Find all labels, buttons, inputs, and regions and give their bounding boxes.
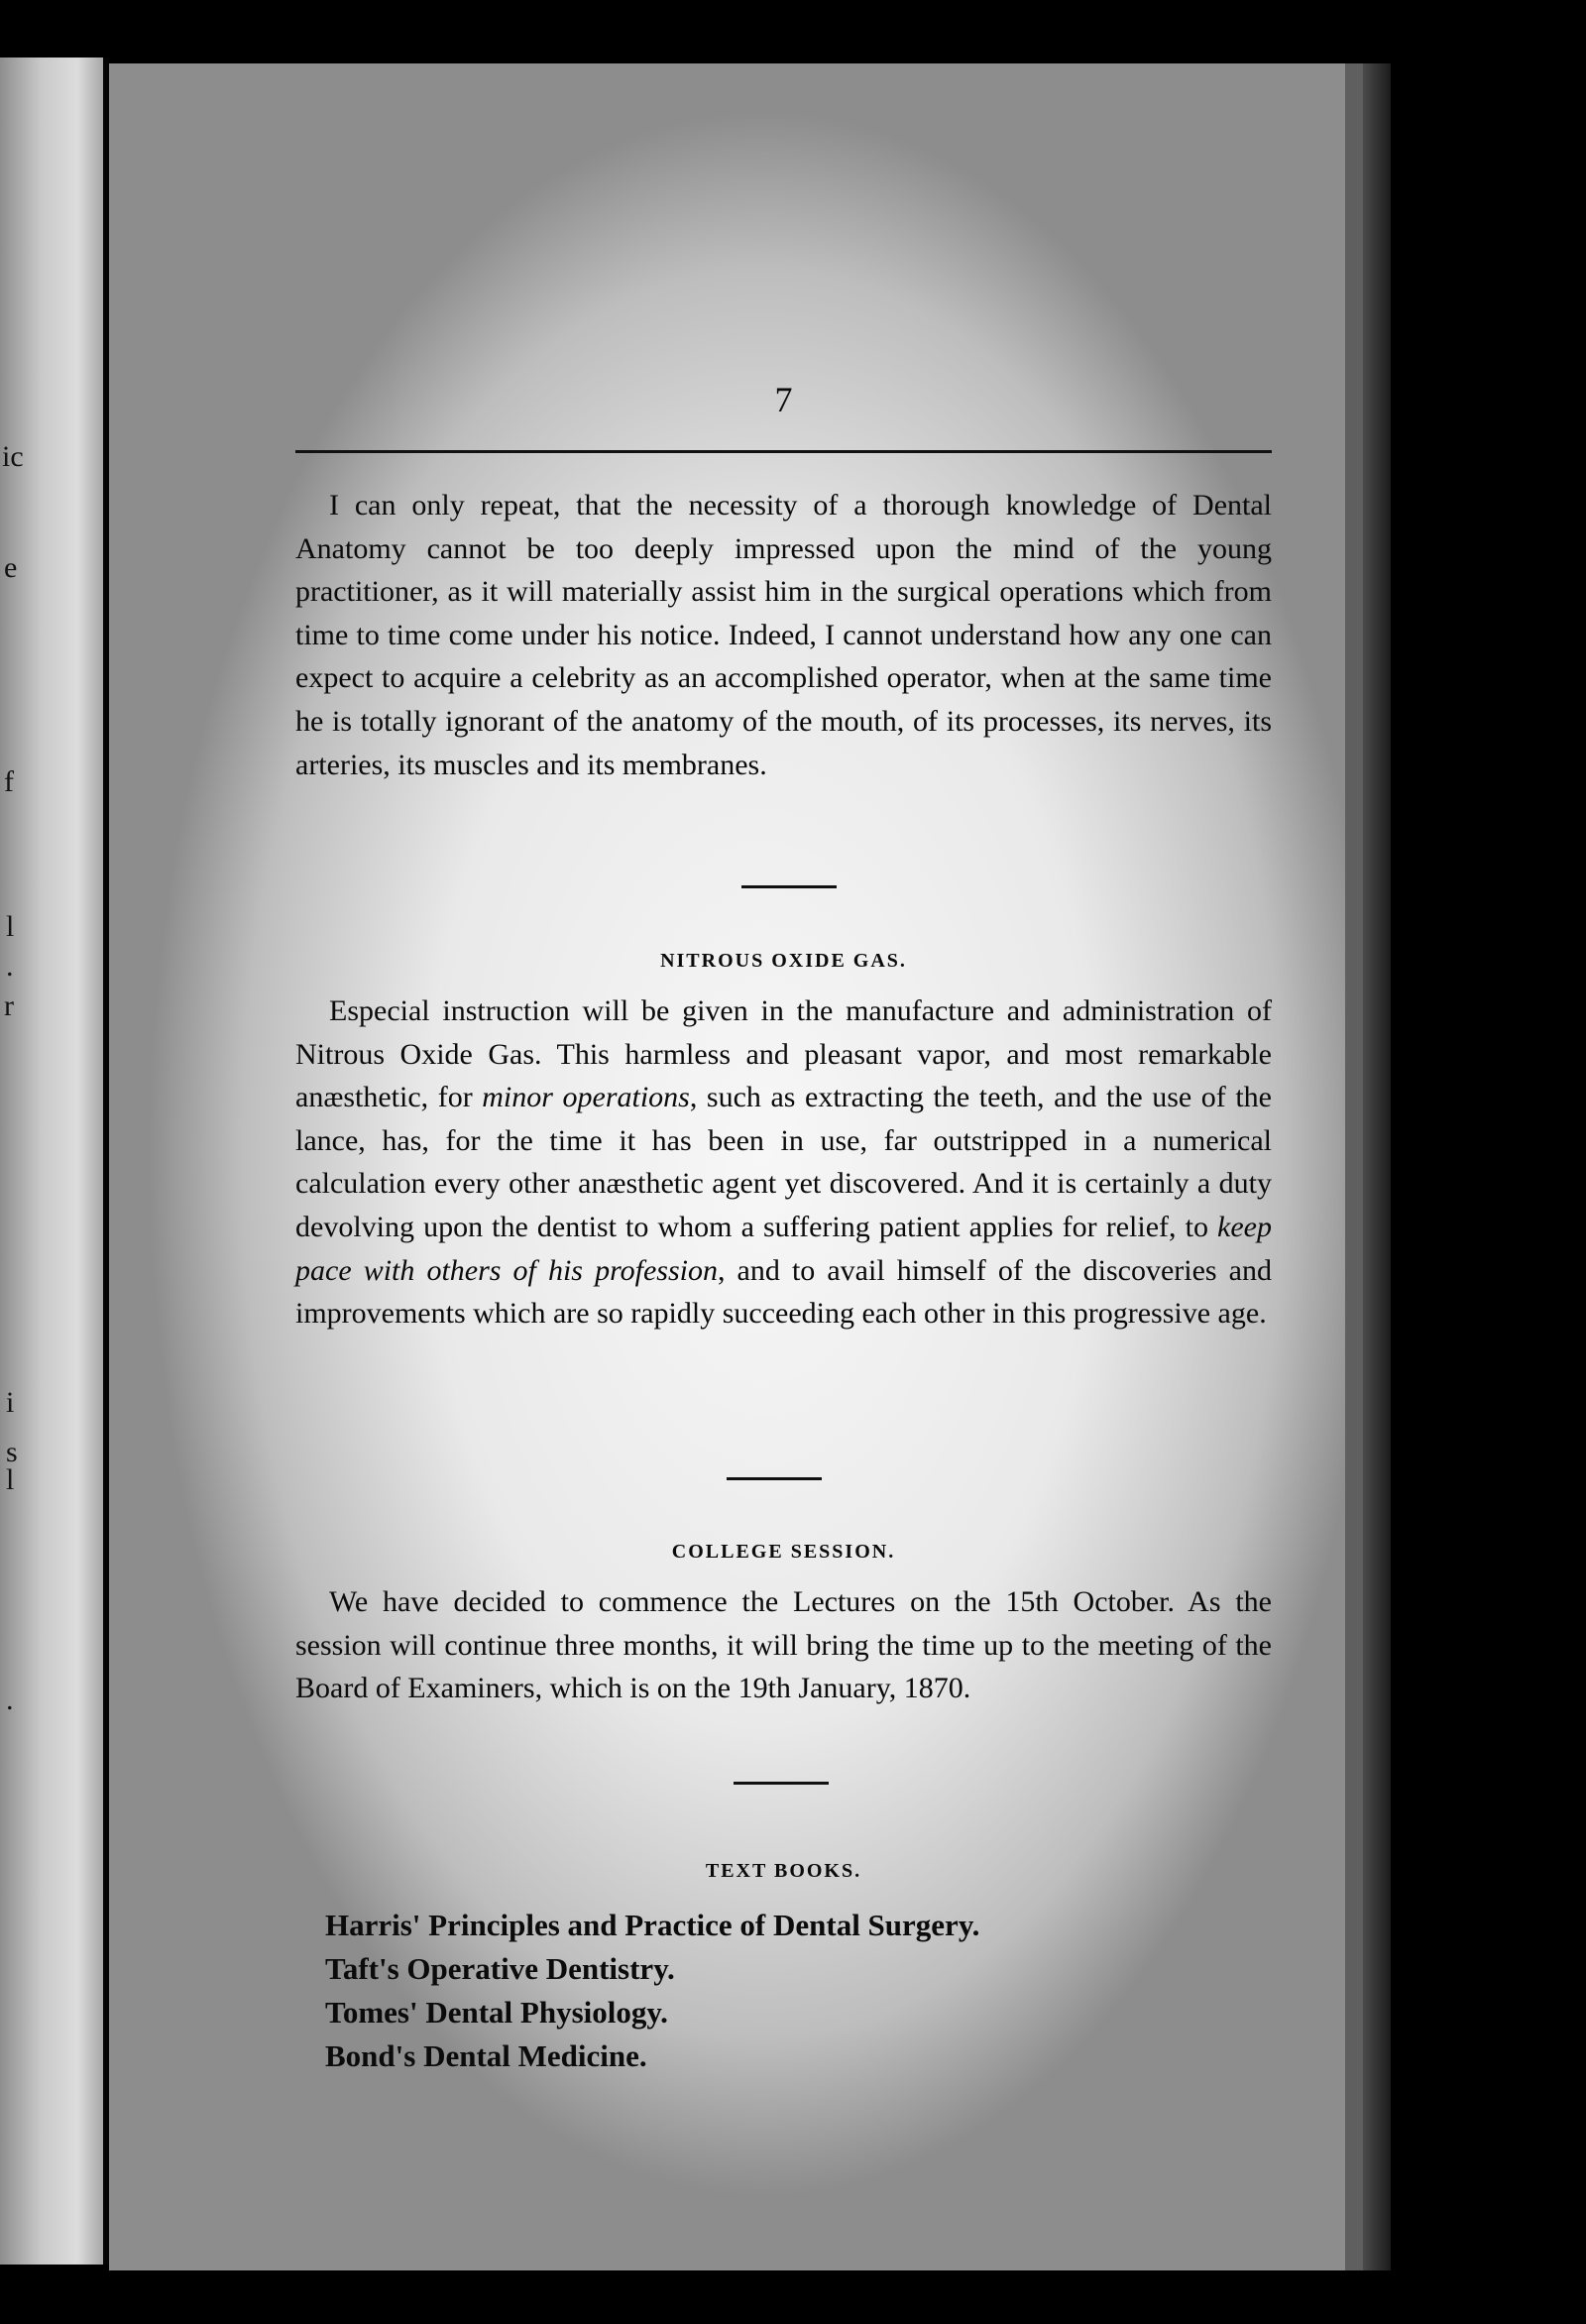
emphasis-text: keep pace with others of his profession [295,1210,1272,1287]
college-session-paragraph: We have decided to commence the Lectures on the 15th October. As the session will continue three months, it will bring the time up to the meeting of the Board of Examiners, which is on the 19th January, 1870. [295,1585,1272,1705]
list-item: Taft's Operative Dentistry. [325,1951,675,1986]
nitrous-oxide-paragraph [295,989,1272,1336]
left-page-fragment: ic [2,440,24,473]
paragraph-text: Especial instruction will be given in the manufacture and administration of Nitrous Oxide Gas. This harmless and pleasant vapor, and most remarkable anæsthetic, for [295,994,1272,1114]
paragraph-text: , such as extracting the teeth, and the use of the lance, has, for the time it has been in use, far outstripped in a numerical calculation every other anæsthetic agent yet discovered. And it is certainly a duty devolving upon the dentist to whom a suffering patient applies for relief, to [295,1081,1272,1243]
left-page-fragment: . [6,950,14,983]
anatomy-paragraph: I can only repeat, that the necessity of a thorough knowledge of Dental Anatomy cannot be too deeply impressed upon the mind of the young practitioner, as it will materially assist him in the surgical operations which from time to time come under his notice. Indeed, I cannot understand how any one can expect to acquire a celebrity as an accomplished operator, when at the same time he is totally ignorant of the anatomy of the mouth, of its processes, its nerves, its arteries, its muscles and its membranes. [295,489,1272,781]
list-item: Bond's Dental Medicine. [325,2038,647,2073]
section-divider [741,885,837,888]
left-page-fragment: f [4,765,14,798]
left-page-fragment: r [4,989,14,1022]
page-edge-shadow [1363,63,1391,2270]
paragraph-text: , and to avail himself of the discoveries and improvements which are so rapidly succeeding each other in this progressive age. [295,1253,1272,1331]
section-divider [734,1782,829,1785]
left-facing-page [0,58,103,2265]
text-books-heading: TEXT BOOKS. [705,1860,862,1882]
left-page-fragment: l [6,910,15,943]
nitrous-oxide-heading: NITROUS OXIDE GAS. [660,950,907,972]
left-page-fragment: e [4,551,18,584]
emphasis-text: minor operations [482,1081,690,1114]
left-page-fragment: i [6,1386,15,1419]
list-item: Harris' Principles and Practice of Dental Surgery. [325,1908,980,1942]
left-page-fragment: l [6,1463,15,1496]
book-page [109,63,1363,2270]
text-books-list [325,1904,979,2078]
college-session-heading: COLLEGE SESSION. [671,1541,896,1563]
section-divider [727,1477,822,1480]
page-number: 7 [774,380,793,419]
list-item: Tomes' Dental Physiology. [325,1995,668,2030]
left-page-fragment: . [6,1684,14,1716]
header-rule [295,450,1272,453]
left-page-fragment: s [6,1436,18,1468]
